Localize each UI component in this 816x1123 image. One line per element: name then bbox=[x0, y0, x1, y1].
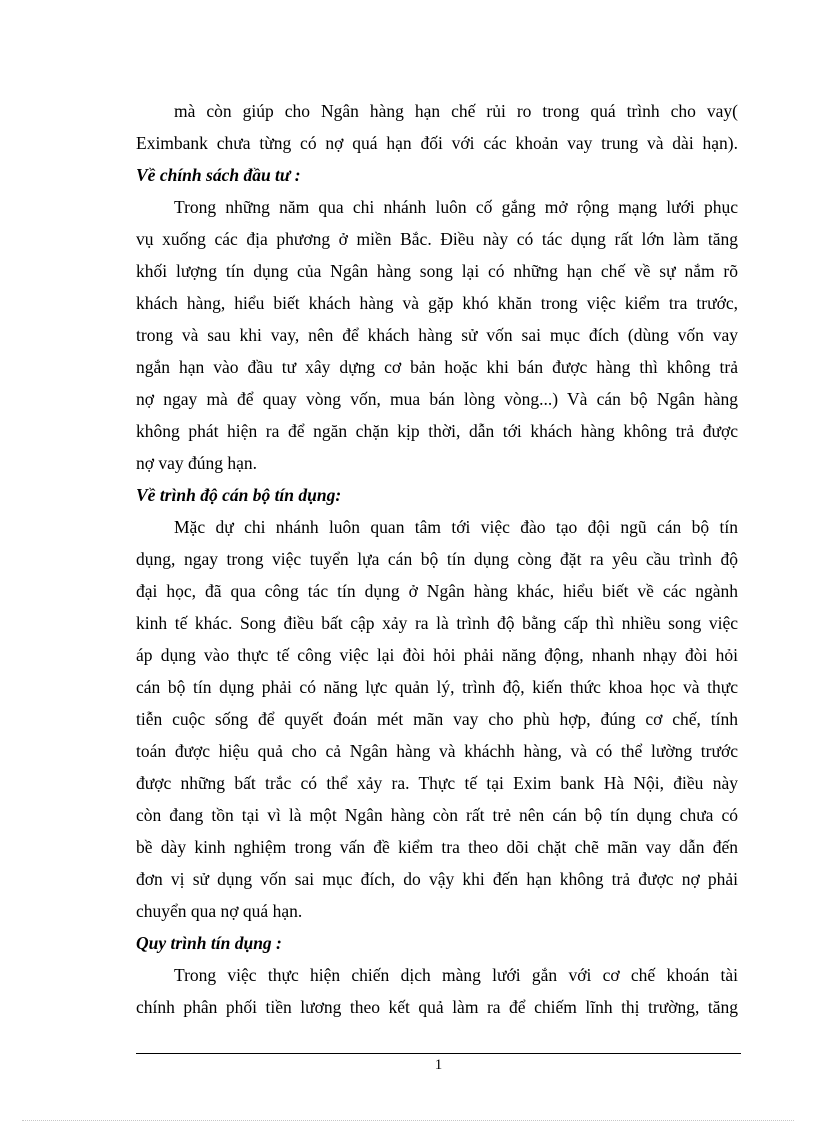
paragraph-line: cán bộ tín dụng phải có năng lực quản lý, trình độ, kiến thức khoa học và thực bbox=[136, 677, 738, 697]
paragraph-line: mà còn giúp cho Ngân hàng hạn chế rủi ro trong quá trình cho vay( bbox=[174, 101, 738, 121]
paragraph-line: Trong việc thực hiện chiến dịch màng lưới gắn với cơ chế khoán tài bbox=[174, 965, 738, 985]
footer-rule bbox=[136, 1053, 741, 1054]
paragraph-line: chuyển qua nợ quá hạn. bbox=[136, 901, 303, 921]
section-heading-credit-staff-level: Về trình độ cán bộ tín dụng: bbox=[136, 485, 342, 505]
section-heading-credit-process: Quy trình tín dụng : bbox=[136, 933, 282, 953]
paragraph-line: khách hàng, hiểu biết khách hàng và gặp khó khăn trong việc kiểm tra trước, bbox=[136, 293, 738, 313]
paragraph-line: chính phân phối tiền lương theo kết quả làm ra để chiếm lĩnh thị trường, tăng bbox=[136, 997, 738, 1017]
paragraph-line: khối lượng tín dụng của Ngân hàng song lại có những hạn chế về sự nắm rõ bbox=[136, 261, 738, 281]
paragraph-line: Trong những năm qua chi nhánh luôn cố gắng mở rộng mạng lưới phục bbox=[174, 197, 738, 217]
paragraph-line: bề dày kinh nghiệm trong vấn đề kiểm tra theo dõi chặt chẽ mãn vay dẫn đến bbox=[136, 837, 738, 857]
page-bottom-boundary bbox=[22, 1120, 794, 1121]
paragraph-line: Mặc dự chi nhánh luôn quan tâm tới việc đào tạo đội ngũ cán bộ tín bbox=[174, 517, 738, 537]
paragraph-line: không phát hiện ra để ngăn chặn kịp thời, dẫn tới khách hàng không trả được bbox=[136, 421, 738, 441]
paragraph-line: kinh tế khác. Song điều bất cập xảy ra là trình độ bằng cấp thì nhiều song việc bbox=[136, 613, 738, 633]
paragraph-line: vụ xuống các địa phương ở miền Bắc. Điều này có tác dụng rất lớn làm tăng bbox=[136, 229, 738, 249]
paragraph-line: dụng, ngay trong việc tuyển lựa cán bộ tín dụng còng đặt ra yêu cầu trình độ bbox=[136, 549, 738, 569]
paragraph-line: nợ vay đúng hạn. bbox=[136, 453, 258, 473]
body-text bbox=[136, 95, 738, 1023]
paragraph-line: đại học, đã qua công tác tín dụng ở Ngân hàng khác, hiểu biết về các ngành bbox=[136, 581, 738, 601]
page-number: 1 bbox=[434, 1057, 443, 1073]
paragraph-line: áp dụng vào thực tế công việc lại đòi hỏi phải năng động, nhanh nhạy đòi hỏi bbox=[136, 645, 738, 665]
paragraph-line: ngắn hạn vào đầu tư xây dựng cơ bản hoặc khi bán được hàng thì không trả bbox=[136, 357, 738, 377]
paragraph-line: được những bất trắc có thể xảy ra. Thực tế tại Exim bank Hà Nội, điều này bbox=[136, 773, 738, 793]
paragraph-line: Eximbank chưa từng có nợ quá hạn đối với các khoản vay trung và dài hạn). bbox=[136, 133, 738, 153]
paragraph-line: đơn vị sử dụng vốn sai mục đích, do vậy khi đến hạn không trả được nợ phải bbox=[136, 869, 738, 889]
paragraph-line: nợ ngay mà để quay vòng vốn, mua bán lòng vòng...) Và cán bộ Ngân hàng bbox=[136, 389, 738, 409]
paragraph-line: toán được hiệu quả cho cả Ngân hàng và kháchh hàng, và có thể lường trước bbox=[136, 741, 738, 761]
section-heading-investment-policy: Về chính sách đầu tư : bbox=[136, 165, 301, 185]
paragraph-line: trong và sau khi vay, nên để khách hàng sử vốn sai mục đích (dùng vốn vay bbox=[136, 325, 738, 345]
paragraph-line: còn đang tồn tại vì là một Ngân hàng còn rất trẻ nên cán bộ tín dụng chưa có bbox=[136, 805, 738, 825]
paragraph-line: tiễn cuộc sống để quyết đoán mét mãn vay cho phù hợp, đúng cơ chế, tính bbox=[136, 709, 738, 729]
